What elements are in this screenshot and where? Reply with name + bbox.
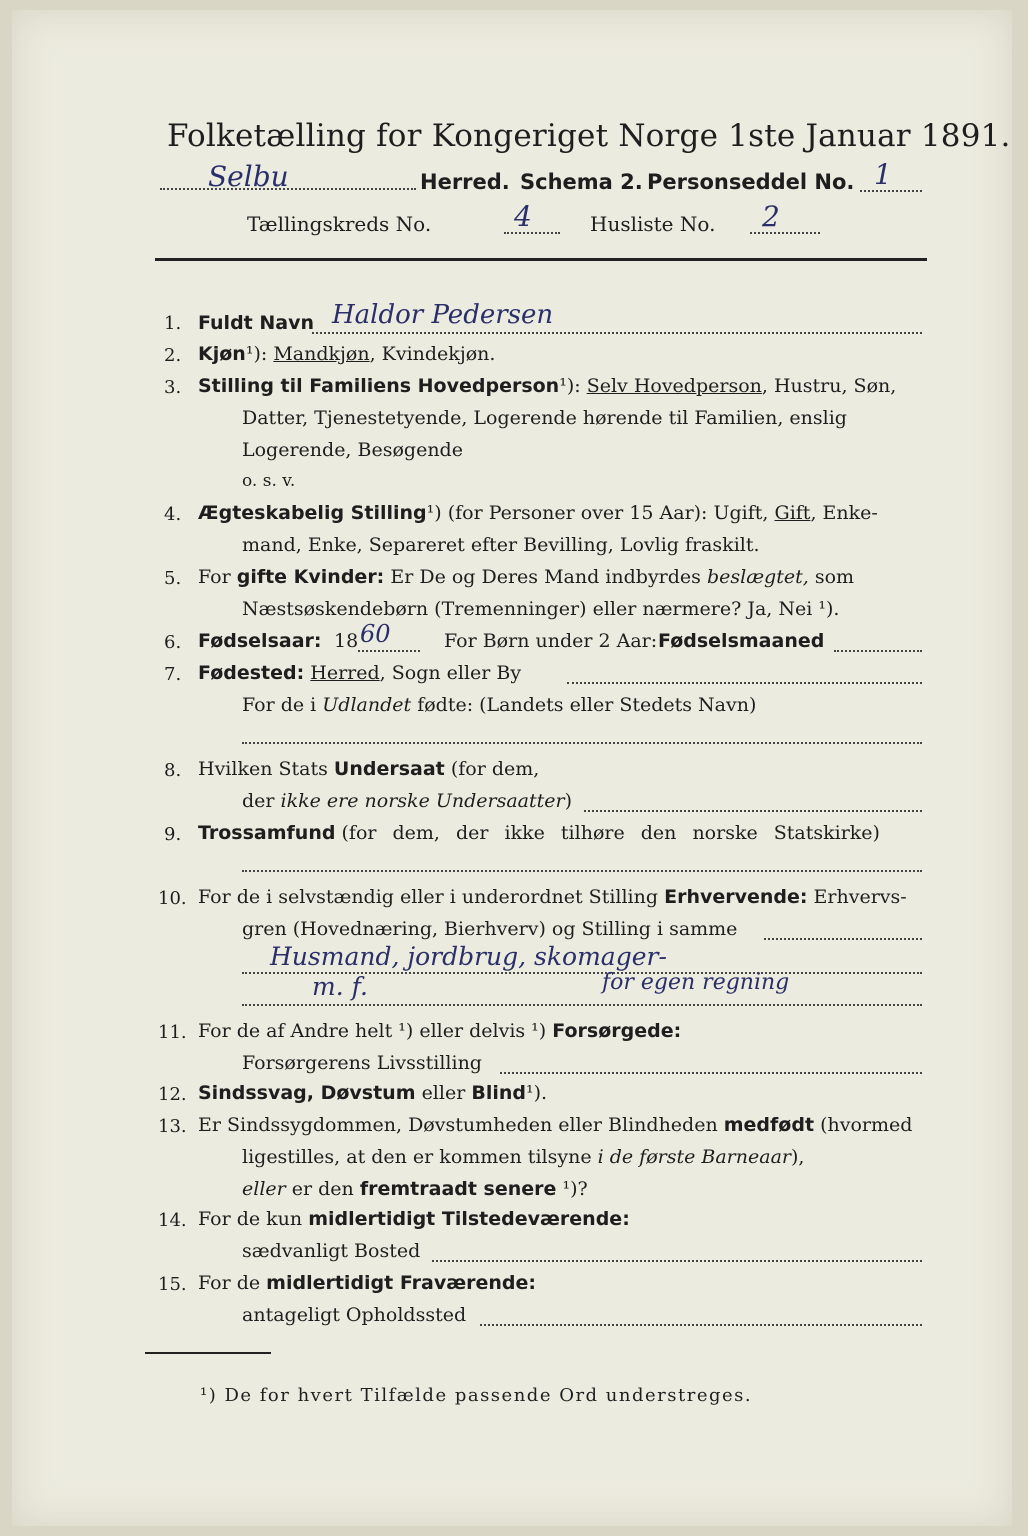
q4-sup: ¹) bbox=[426, 502, 442, 524]
q7-line2 bbox=[242, 694, 756, 716]
q13-line2c: ), bbox=[791, 1146, 805, 1168]
q5-number: 5. bbox=[164, 568, 182, 589]
taellingskreds-dotted-line bbox=[504, 232, 560, 234]
q11-number: 11. bbox=[158, 1022, 187, 1043]
q10-line2: gren (Hovednæring, Bierhverv) og Stilling i samme bbox=[242, 918, 738, 940]
q3-line4: o. s. v. bbox=[242, 471, 296, 491]
q13-line3d: ¹)? bbox=[562, 1178, 588, 1200]
q2-line: Kjøn¹): Mandkjøn, Kvindekjøn. bbox=[198, 343, 496, 365]
q10-occupation-value-1: Husmand, jordbrug, skomager- bbox=[270, 942, 667, 971]
q13-text-a: Er Sindssygdommen, Døvstumheden eller Blindheden bbox=[198, 1114, 718, 1136]
q4-line2: mand, Enke, Separeret efter Bevilling, Lovlig fraskilt. bbox=[242, 534, 760, 556]
q13-text-b: (hvormed bbox=[820, 1114, 913, 1136]
q10-dotted-line-3 bbox=[242, 1004, 922, 1006]
q4-text-end: , Enke- bbox=[810, 502, 878, 524]
schema-label: Schema 2. bbox=[520, 170, 643, 194]
q7-line2c: fødte: (Landets eller Stedets Navn) bbox=[417, 694, 757, 716]
q7-dotted-line-2 bbox=[242, 742, 922, 744]
header-rule bbox=[155, 258, 927, 261]
q11-dotted-line bbox=[500, 1072, 922, 1074]
q5-text-d: som bbox=[814, 566, 855, 588]
q9-line1 bbox=[198, 822, 880, 844]
q14-dotted-line bbox=[432, 1260, 922, 1262]
q3-line3: Logerende, Besøgende bbox=[242, 439, 463, 461]
q3-options-rest: , Hustru, Søn, bbox=[761, 375, 897, 397]
q13-label: medfødt bbox=[723, 1114, 815, 1136]
q6-text-b: For Børn under 2 Aar: bbox=[444, 630, 658, 652]
q10-text-a: For de i selvstændig eller i underordnet Stilling bbox=[198, 886, 659, 908]
q6-dotted-line bbox=[358, 650, 420, 652]
q7-dotted-line bbox=[567, 682, 922, 684]
husliste-label: Husliste No. bbox=[590, 212, 716, 236]
q6-text-c: Fødselsmaaned bbox=[658, 630, 825, 652]
q13-line2 bbox=[242, 1146, 804, 1168]
q1-number: 1. bbox=[164, 313, 182, 334]
q12-text-b: Blind bbox=[471, 1082, 526, 1104]
q12-label: Sindssvag, Døvstum bbox=[198, 1082, 416, 1104]
q14-line2: sædvanligt Bosted bbox=[242, 1240, 421, 1262]
q2-option-kvindekjon: , Kvindekjøn. bbox=[369, 343, 496, 365]
q13-line1 bbox=[198, 1114, 912, 1136]
q6-year-value: 60 bbox=[360, 620, 391, 648]
husliste-value: 2 bbox=[762, 200, 780, 233]
q1-label: Fuldt Navn bbox=[198, 312, 315, 334]
q15-line1 bbox=[198, 1272, 536, 1294]
q14-label: midlertidigt Tilstedeværende: bbox=[308, 1208, 630, 1230]
q7-option-selected: Herred bbox=[310, 662, 380, 684]
q9-number: 9. bbox=[164, 824, 182, 845]
q7-line1 bbox=[198, 662, 521, 684]
q13-line2a: ligestilles, at den er kommen tilsyne bbox=[242, 1146, 592, 1168]
q4-text: (for Personer over 15 Aar): Ugift, bbox=[447, 502, 769, 524]
q3-sup: ¹): bbox=[559, 375, 581, 397]
footnote: ¹) De for hvert Tilfælde passende Ord understreges. bbox=[200, 1385, 753, 1406]
q7-label: Fødested: bbox=[198, 662, 305, 684]
q15-dotted-line bbox=[480, 1324, 922, 1326]
q13-line2b: i de første Barneaar bbox=[597, 1146, 791, 1168]
q8-text-b: (for dem, bbox=[450, 758, 540, 780]
q14-number: 14. bbox=[158, 1210, 187, 1231]
q7-line2b: Udlandet bbox=[322, 694, 412, 716]
q3-line1 bbox=[198, 375, 896, 397]
husliste-dotted-line bbox=[750, 232, 820, 234]
q12-text-c: ¹). bbox=[525, 1082, 548, 1104]
q15-number: 15. bbox=[158, 1274, 187, 1295]
q9-dotted-line bbox=[242, 870, 922, 872]
taellingskreds-value: 4 bbox=[514, 200, 532, 233]
q4-option-selected: Gift bbox=[774, 502, 811, 524]
q2-sup: ¹) bbox=[245, 343, 261, 365]
q6-month-dotted-line bbox=[834, 650, 922, 652]
q2-number: 2. bbox=[164, 345, 182, 366]
q3-line2: Datter, Tjenestetyende, Logerende hørende til Familien, enslig bbox=[242, 407, 847, 429]
q10-label: Erhvervende: bbox=[664, 886, 808, 908]
q13-line3b: er den bbox=[291, 1178, 354, 1200]
q12-number: 12. bbox=[158, 1084, 187, 1105]
form-title: Folketælling for Kongeriget Norge 1ste Januar 1891. bbox=[167, 118, 1011, 154]
q4-line1 bbox=[198, 502, 878, 524]
q8-text-a: Hvilken Stats bbox=[198, 758, 328, 780]
q3-number: 3. bbox=[164, 377, 182, 398]
q8-line2 bbox=[242, 790, 572, 812]
q10-number: 10. bbox=[158, 888, 187, 909]
q5-text-c: beslægtet, bbox=[706, 566, 809, 588]
q5-label: gifte Kvinder: bbox=[236, 566, 385, 588]
q5-text-b: Er De og Deres Mand indbyrdes bbox=[390, 566, 701, 588]
q8-line1 bbox=[198, 758, 539, 780]
q4-label: Ægteskabelig Stilling bbox=[198, 502, 427, 524]
q14-line1 bbox=[198, 1208, 630, 1230]
q11-text-a: For de af Andre helt ¹) eller delvis ¹) bbox=[198, 1020, 547, 1042]
q8-label: Undersaat bbox=[333, 758, 445, 780]
q5-line2: Næstsøskendebørn (Tremenninger) eller nærmere? Ja, Nei ¹). bbox=[242, 598, 840, 620]
herred-label: Herred. bbox=[420, 170, 510, 194]
q3-label: Stilling til Familiens Hovedperson bbox=[198, 375, 560, 397]
q10-text-b: Erhvervs- bbox=[813, 886, 907, 908]
census-form-sheet bbox=[12, 10, 1012, 1526]
q11-line2: Forsørgerens Livsstilling bbox=[242, 1052, 482, 1074]
q7-number: 7. bbox=[164, 664, 182, 685]
q5-text-a: For bbox=[198, 566, 231, 588]
q10-line1 bbox=[198, 886, 907, 908]
herred-value: Selbu bbox=[208, 160, 289, 193]
q12-text-a: eller bbox=[421, 1082, 466, 1104]
q10-occupation-value-2: m. f. bbox=[312, 972, 368, 1001]
footnote-rule bbox=[145, 1352, 271, 1354]
personseddel-value: 1 bbox=[874, 158, 892, 191]
q10-dotted-line-1 bbox=[764, 938, 922, 940]
q7-options-rest: , Sogn eller By bbox=[379, 662, 522, 684]
personseddel-label: Personseddel No. bbox=[647, 170, 855, 194]
q8-line2c: ) bbox=[564, 790, 573, 812]
q14-text-a: For de kun bbox=[198, 1208, 303, 1230]
q13-line3a: eller bbox=[242, 1178, 286, 1200]
q12-line1 bbox=[198, 1082, 547, 1104]
q6-number: 6. bbox=[164, 632, 182, 653]
q1-dotted-line bbox=[312, 332, 922, 334]
q6-prefix: 18 bbox=[334, 630, 359, 652]
q13-line3c: fremtraadt senere bbox=[359, 1178, 557, 1200]
q5-line1 bbox=[198, 566, 854, 588]
q15-text-a: For de bbox=[198, 1272, 261, 1294]
taellingskreds-label: Tællingskreds No. bbox=[247, 212, 432, 236]
q11-line1 bbox=[198, 1020, 681, 1042]
q1-name-value: Haldor Pedersen bbox=[332, 300, 554, 330]
q6-label: Fødselsaar: bbox=[198, 630, 322, 652]
q15-line2: antageligt Opholdssted bbox=[242, 1304, 467, 1326]
q2-option-mandkjon: Mandkjøn bbox=[273, 343, 370, 365]
q13-line3 bbox=[242, 1178, 588, 1200]
q10-occupation-value-3: for egen regning bbox=[602, 970, 790, 995]
q7-line2a: For de i bbox=[242, 694, 317, 716]
q2-label: Kjøn bbox=[198, 343, 246, 365]
q9-label: Trossamfund bbox=[198, 822, 336, 844]
q15-label: midlertidigt Fraværende: bbox=[266, 1272, 536, 1294]
q8-number: 8. bbox=[164, 760, 182, 781]
q3-option-selected: Selv Hovedperson bbox=[586, 375, 762, 397]
q8-line2a: der bbox=[242, 790, 275, 812]
q8-line2b: ikke ere norske Undersaatter bbox=[280, 790, 565, 812]
q11-label: Forsørgede: bbox=[552, 1020, 682, 1042]
q4-number: 4. bbox=[164, 504, 182, 525]
q13-number: 13. bbox=[158, 1116, 187, 1137]
q9-text: (for dem, der ikke tilhøre den norske Statskirke) bbox=[341, 822, 880, 844]
q8-dotted-line bbox=[584, 810, 922, 812]
